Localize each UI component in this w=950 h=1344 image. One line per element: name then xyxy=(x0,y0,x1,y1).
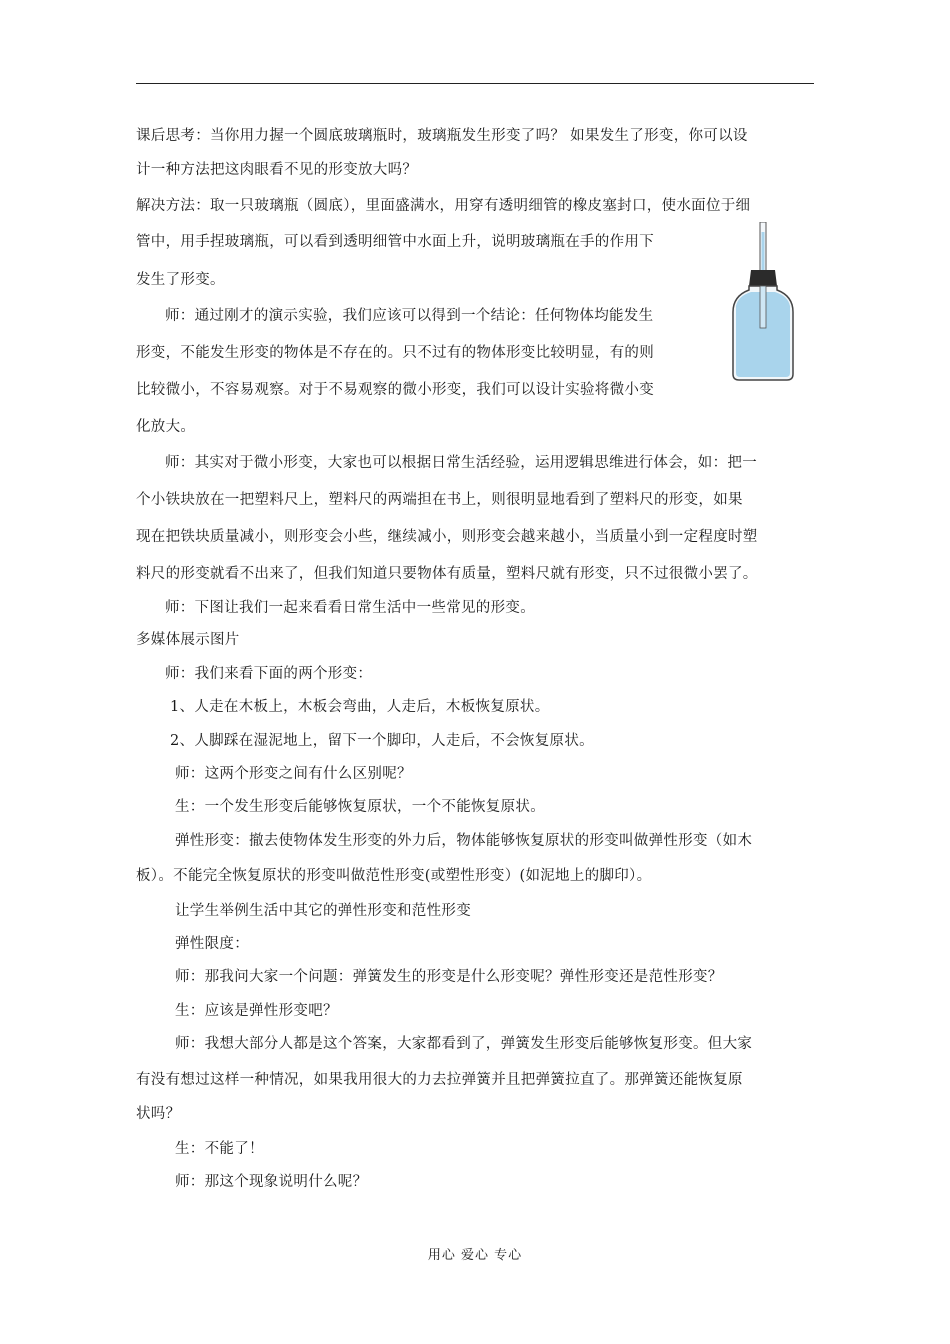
glass-bottle-with-tube-icon xyxy=(727,222,799,384)
paragraph-line: 课后思考：当你用力握一个圆底玻璃瓶时，玻璃瓶发生形变了吗？ 如果发生了形变，你可以设 xyxy=(136,128,748,144)
paragraph-line: 比较微小，不容易观察。对于不易观察的微小形变，我们可以设计实验将微小变 xyxy=(136,382,654,398)
paragraph-line: 生：应该是弹性形变吧？ xyxy=(175,1003,338,1019)
paragraph-line: 计一种方法把这肉眼看不见的形变放大吗？ xyxy=(136,162,418,178)
page-footer: 用心 爱心 专心 xyxy=(427,1248,523,1263)
header-rule xyxy=(136,83,814,84)
paragraph-line: 现在把铁块质量减小，则形变会小些，继续减小，则形变会越来越小，当质量小到一定程度时塑 xyxy=(136,529,758,545)
list-item: 1、人走在木板上，木板会弯曲，人走后，木板恢复原状。 xyxy=(170,699,550,715)
paragraph-line: 生：不能了！ xyxy=(175,1141,264,1157)
paragraph-line: 多媒体展示图片 xyxy=(136,632,240,648)
paragraph-line: 让学生举例生活中其它的弹性形变和范性形变 xyxy=(175,903,471,919)
paragraph-line: 生：一个发生形变后能够恢复原状，一个不能恢复原状。 xyxy=(175,799,545,815)
paragraph-line: 师：我们来看下面的两个形变： xyxy=(165,666,373,682)
paragraph-line: 师：其实对于微小形变，大家也可以根据日常生活经验，运用逻辑思维进行体会，如：把一 xyxy=(165,455,757,471)
paragraph-line: 师：那我问大家一个问题：弹簧发生的形变是什么形变呢？弹性形变还是范性形变？ xyxy=(175,969,723,985)
paragraph-line: 状吗？ xyxy=(136,1106,181,1122)
rubber-stopper xyxy=(749,270,777,286)
paragraph-line: 化放大。 xyxy=(136,419,196,435)
paragraph-line: 解决方法：取一只玻璃瓶（圆底），里面盛满水，用穿有透明细管的橡皮塞封口，使水面位于细 xyxy=(136,198,751,214)
paragraph-line: 有没有想过这样一种情况，如果我用很大的力去拉弹簧并且把弹簧拉直了。那弹簧还能恢复原 xyxy=(136,1072,743,1088)
paragraph-line: 个小铁块放在一把塑料尺上，塑料尺的两端担在书上，则很明显地看到了塑料尺的形变，如果 xyxy=(136,492,743,508)
paragraph-line: 师：那这个现象说明什么呢？ xyxy=(175,1174,368,1190)
paragraph-line: 师：通过刚才的演示实验，我们应该可以得到一个结论：任何物体均能发生 xyxy=(165,308,654,324)
paragraph-line: 弹性形变：撤去使物体发生形变的外力后，物体能够恢复原状的形变叫做弹性形变（如木 xyxy=(175,833,753,849)
paragraph-line: 师：这两个形变之间有什么区别呢？ xyxy=(175,766,412,782)
paragraph-line: 师：我想大部分人都是这个答案，大家都看到了，弹簧发生形变后能够恢复形变。但大家 xyxy=(175,1036,753,1052)
paragraph-line: 师：下图让我们一起来看看日常生活中一些常见的形变。 xyxy=(165,600,535,616)
paragraph-line: 发生了形变。 xyxy=(136,272,225,288)
paragraph-line: 板）。不能完全恢复原状的形变叫做范性形变(或塑性形变）(如泥地上的脚印）。 xyxy=(136,868,652,884)
paragraph-line: 管中，用手捏玻璃瓶，可以看到透明细管中水面上升，说明玻璃瓶在手的作用下 xyxy=(136,234,654,250)
paragraph-line: 料尺的形变就看不出来了，但我们知道只要物体有质量，塑料尺就有形变，只不过很微小罢了。 xyxy=(136,566,758,582)
paragraph-line: 弹性限度： xyxy=(175,936,249,952)
list-item: 2、人脚踩在湿泥地上，留下一个脚印，人走后，不会恢复原状。 xyxy=(170,733,594,749)
paragraph-line: 形变，不能发生形变的物体是不存在的。只不过有的物体形变比较明显，有的则 xyxy=(136,345,654,361)
